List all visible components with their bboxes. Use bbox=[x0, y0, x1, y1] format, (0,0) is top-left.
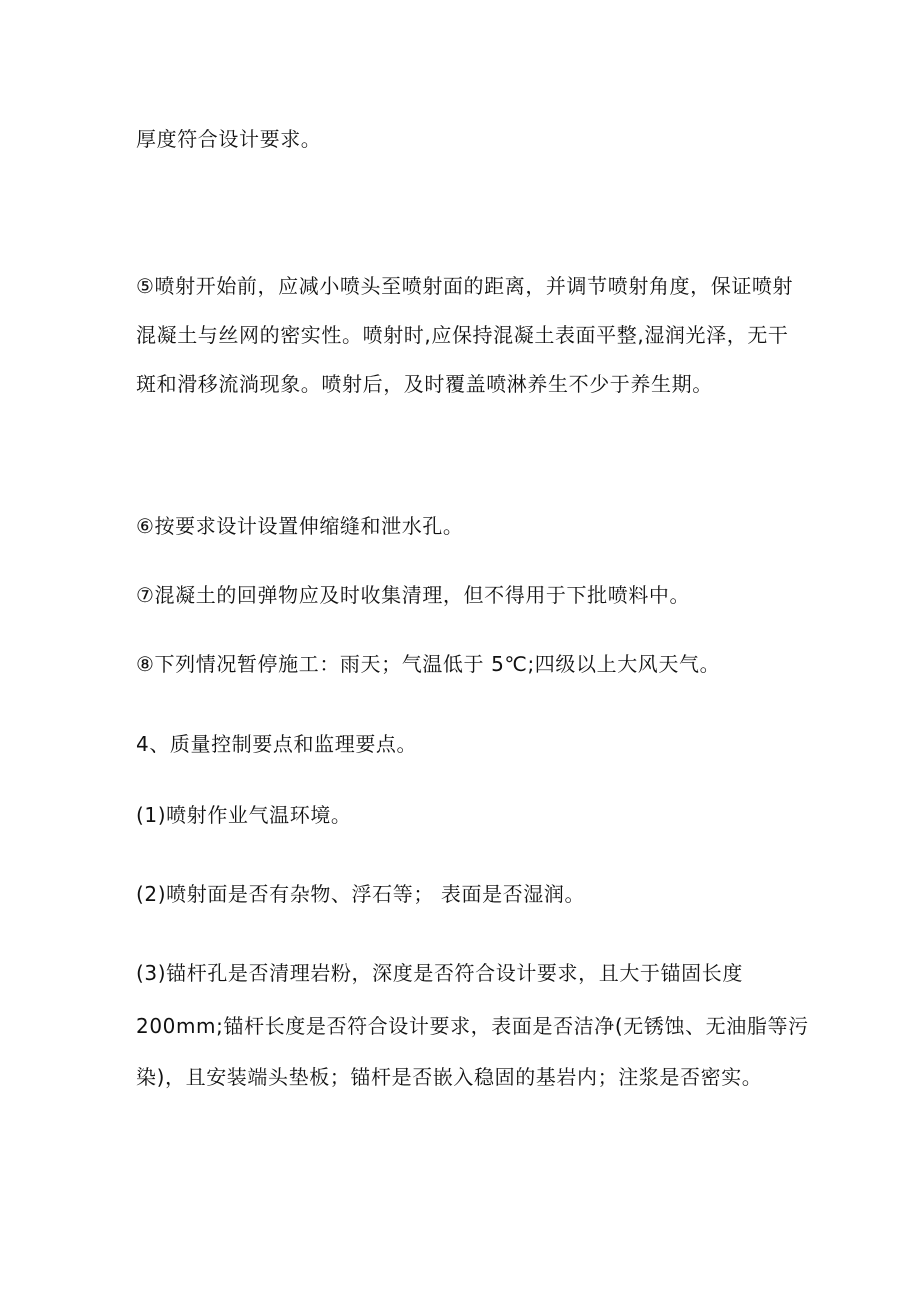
paragraph-step5-line-1: ⑤喷射开始前，应减小喷头至喷射面的距离，并调节喷射角度，保证喷射 bbox=[136, 274, 794, 298]
paragraph-item-3-line-3: 染)，且安装端头垫板；锚杆是否嵌入稳固的基岩内；注浆是否密实。 bbox=[136, 1065, 763, 1089]
paragraph-step5-line-2: 混凝土与丝网的密实性。喷射时,应保持混凝土表面平整,湿润光泽，无干 bbox=[136, 323, 789, 347]
paragraph-item-1: (1)喷射作业气温环境。 bbox=[136, 803, 352, 827]
paragraph-item-2: (2)喷射面是否有杂物、浮石等； 表面是否湿润。 bbox=[136, 882, 586, 906]
paragraph-item-3-line-2: 200mm;锚杆长度是否符合设计要求，表面是否洁净(无锈蚀、无油脂等污 bbox=[136, 1014, 809, 1038]
paragraph-step5-line-3: 斑和滑移流淌现象。喷射后，及时覆盖喷淋养生不少于养生期。 bbox=[136, 372, 713, 396]
section-heading-quality-control: 4、质量控制要点和监理要点。 bbox=[136, 732, 418, 756]
paragraph-item-3-line-1: (3)锚杆孔是否清理岩粉，深度是否符合设计要求，且大于锚固长度 bbox=[136, 961, 743, 985]
paragraph-step8: ⑧下列情况暂停施工：雨天；气温低于 5℃;四级以上大风天气。 bbox=[136, 652, 721, 676]
paragraph-step7: ⑦混凝土的回弹物应及时收集清理，但不得用于下批喷料中。 bbox=[136, 583, 691, 607]
paragraph-step6: ⑥按要求设计设置伸缩缝和泄水孔。 bbox=[136, 514, 464, 538]
paragraph-thickness-line: 厚度符合设计要求。 bbox=[136, 127, 322, 151]
